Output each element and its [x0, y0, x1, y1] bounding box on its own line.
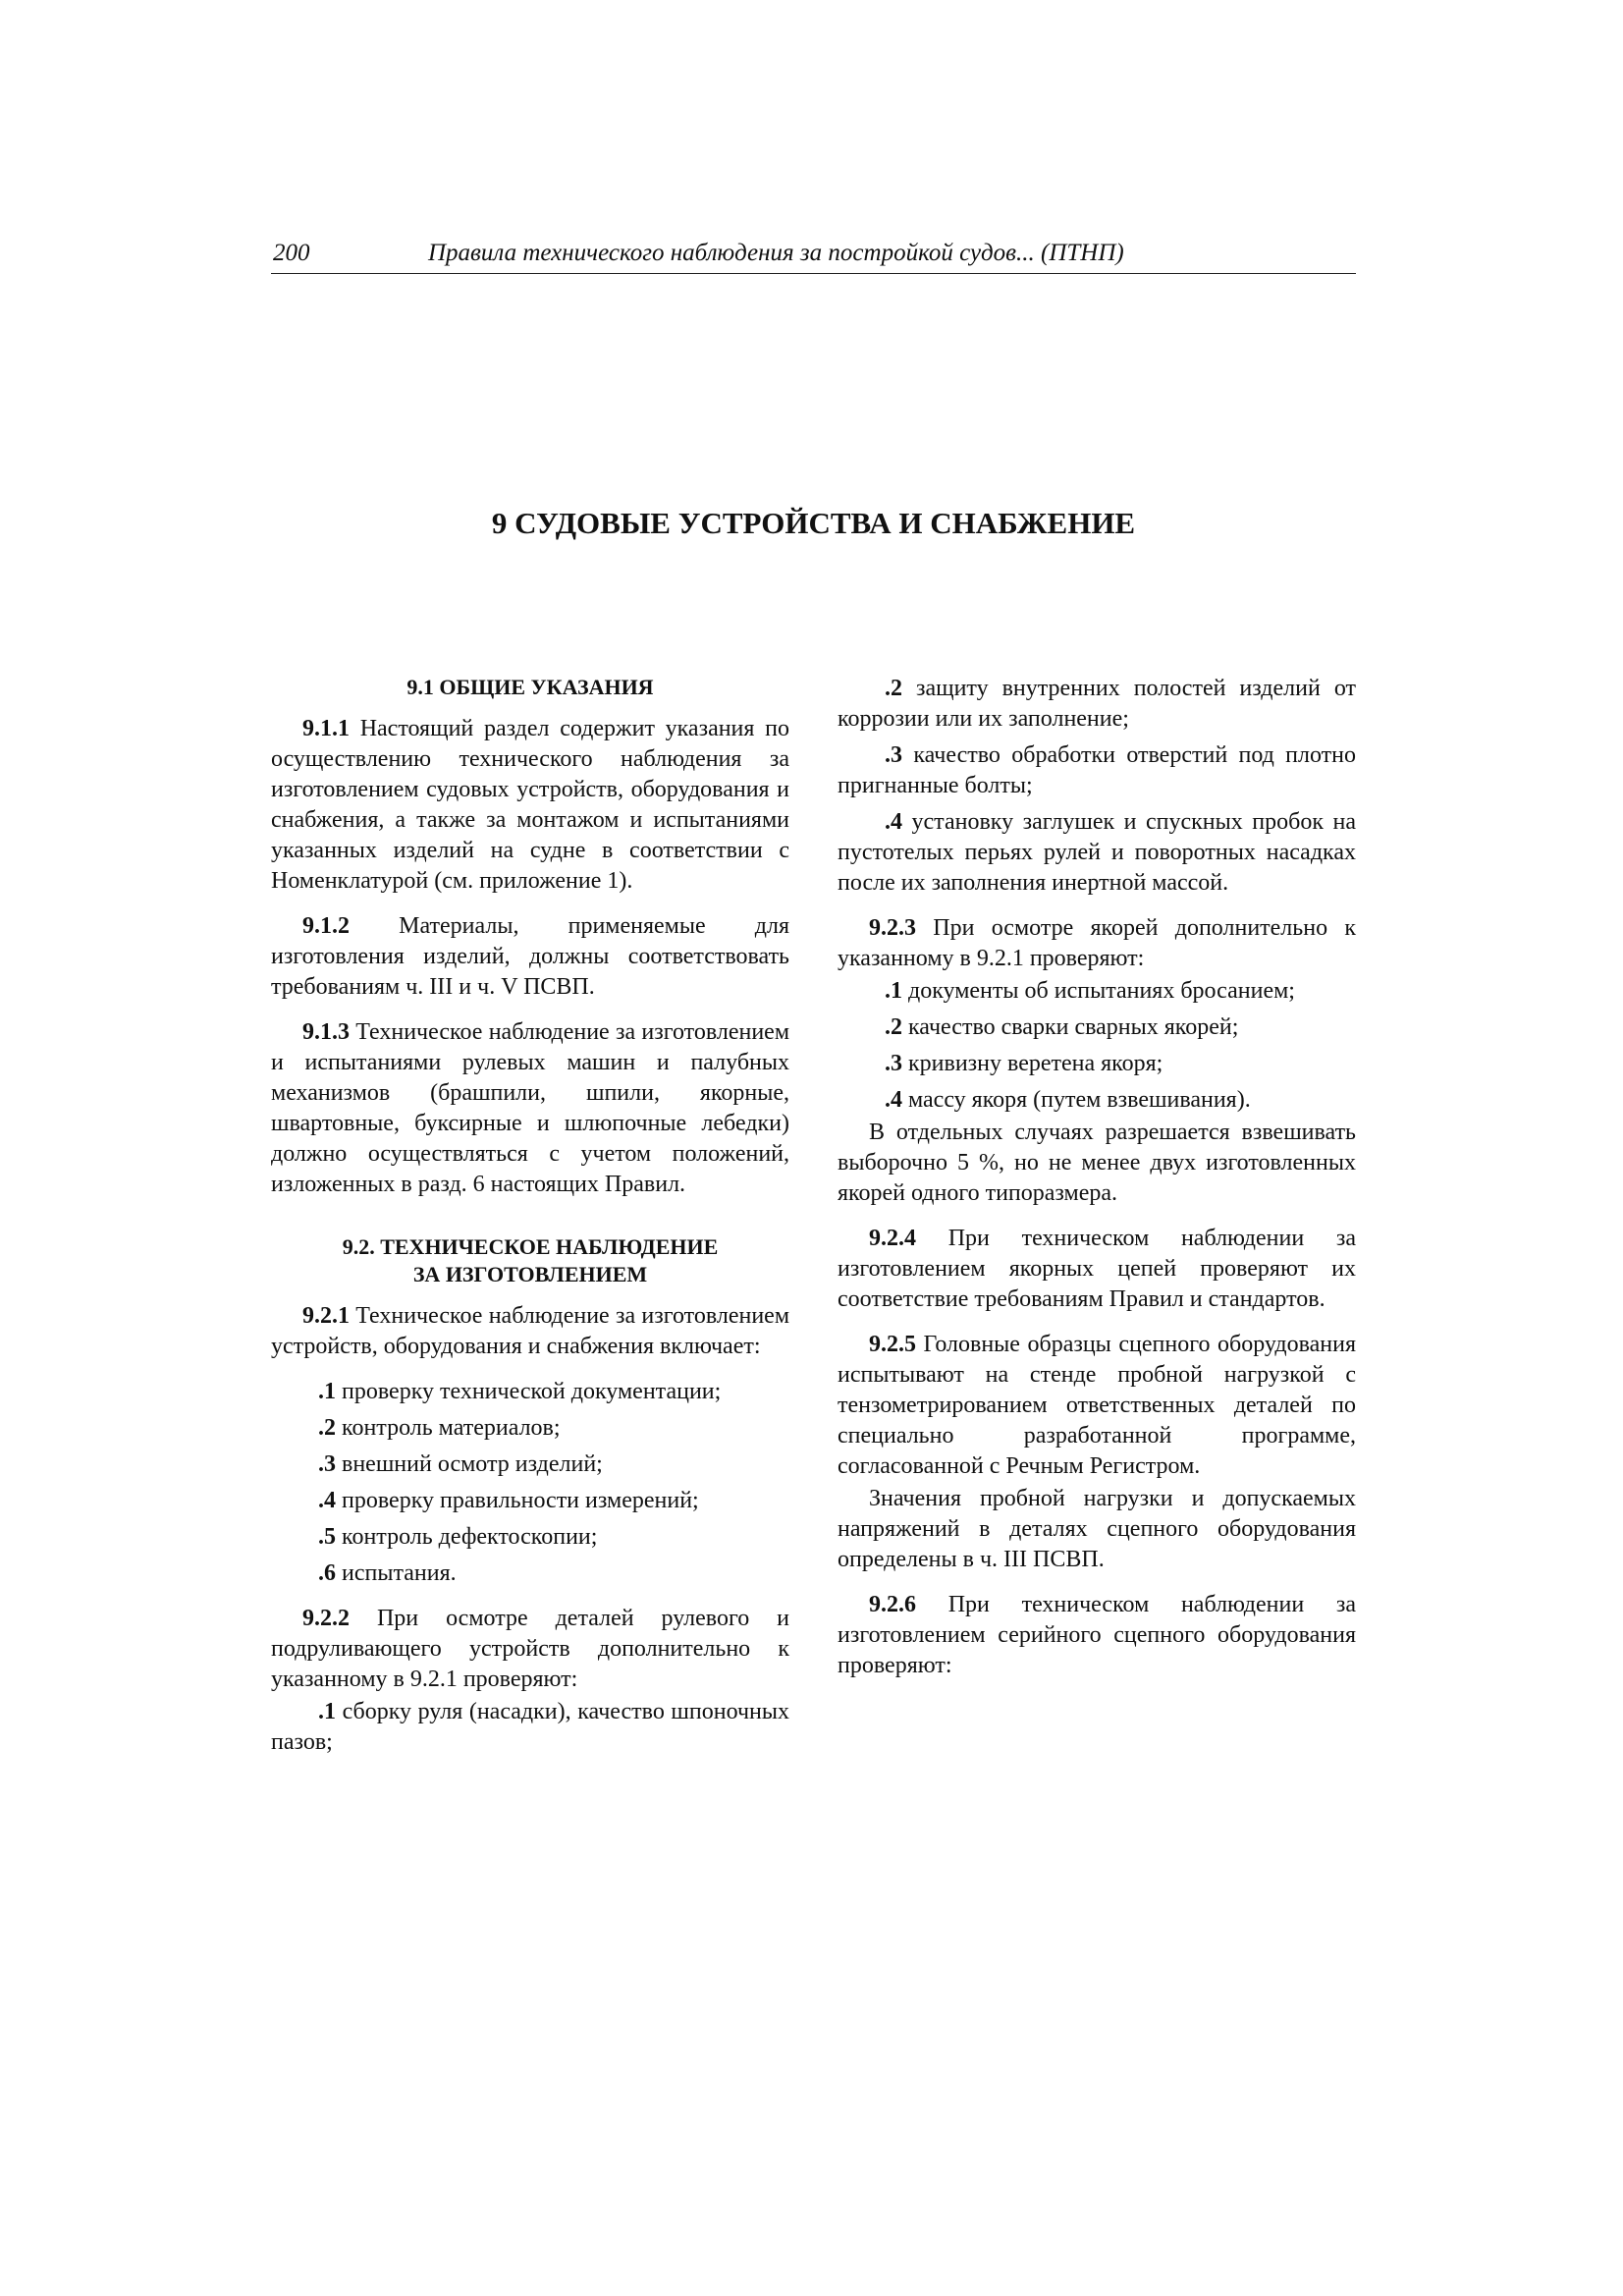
paragraph-9-2-6: [838, 1590, 1356, 1681]
item-text: кривизну веретена якоря;: [902, 1051, 1163, 1076]
paragraph-9-2-3: [838, 913, 1356, 974]
list-item: [271, 1697, 789, 1758]
item-number: .3: [885, 742, 902, 768]
clause-text: При техническом наблюдении за изготовлением якорных цепей проверяют их соответствие требованиям Правил и стандартов.: [838, 1226, 1356, 1312]
clause-number: 9.1.3: [302, 1019, 350, 1045]
item-text: качество обработки отверстий под плотно пригнанные болты;: [838, 742, 1356, 798]
paragraph-note: Значения пробной нагрузки и допускаемых напряжений в деталях сцепного оборудования определены в ч. III ПСВП.: [838, 1486, 1356, 1572]
list-item: [838, 807, 1356, 899]
paragraph-9-2-2: [271, 1604, 789, 1695]
clause-number: 9.2.6: [869, 1592, 916, 1617]
clause-text: При осмотре якорей дополнительно к указанному в 9.2.1 проверяют:: [838, 915, 1356, 971]
clause-number: 9.2.1: [302, 1303, 350, 1329]
list-item: [271, 1449, 789, 1480]
item-number: .1: [318, 1379, 336, 1404]
list-item: [271, 1522, 789, 1553]
item-number: .5: [318, 1524, 336, 1550]
page-header: [271, 240, 1356, 274]
item-text: контроль материалов;: [336, 1415, 561, 1441]
section-title-line: ЗА ИЗГОТОВЛЕНИЕМ: [412, 1262, 648, 1286]
paragraph-note: В отдельных случаях разрешается взвешивать выборочно 5 %, но не менее двух изготовленных якорей одного типоразмера.: [838, 1120, 1356, 1206]
clause-text: Головные образцы сцепного оборудования испытывают на стенде пробной нагрузкой с тензометрированием ответственных деталей по специально разработанной программе, согласованной с Речным Регистром.: [838, 1332, 1356, 1479]
clause-text: Техническое наблюдение за изготовлением и испытаниями рулевых машин и палубных механизмов (брашпили, шпили, якорные, швартовные, буксирные и шлюпочные лебедки) должно осуществляться с учетом положений, изложенных в разд. 6 настоящих Правил.: [271, 1019, 789, 1197]
list-item: [838, 674, 1356, 735]
list-item: [271, 1558, 789, 1589]
item-number: .3: [318, 1451, 336, 1477]
left-column: [271, 674, 789, 1764]
item-number: .2: [885, 676, 902, 701]
item-text: испытания.: [336, 1560, 457, 1586]
item-text: установку заглушек и спускных пробок на пустотелых перьях рулей и поворотных насадках после их заполнения инертной массой.: [838, 809, 1356, 896]
item-text: защиту внутренних полостей изделий от коррозии или их заполнение;: [838, 676, 1356, 732]
clause-number: 9.2.4: [869, 1226, 916, 1251]
page-number: 200: [273, 240, 310, 266]
item-text: проверку технической документации;: [336, 1379, 722, 1404]
list-item: [838, 1049, 1356, 1079]
paragraph-9-2-1: [271, 1301, 789, 1362]
clause-number: 9.1.1: [302, 716, 350, 741]
section-9-2-title: [271, 1233, 789, 1288]
section-9-1-title: 9.1 ОБЩИЕ УКАЗАНИЯ: [406, 675, 654, 699]
item-number: .4: [885, 1087, 902, 1113]
list-item: [838, 1012, 1356, 1043]
list-item: [838, 740, 1356, 801]
paragraph-9-1-1: [271, 714, 789, 897]
chapter-title: 9 СУДОВЫЕ УСТРОЙСТВА И СНАБЖЕНИЕ: [491, 506, 1136, 540]
item-text: качество сварки сварных якорей;: [902, 1014, 1239, 1040]
section-title-line: 9.2. ТЕХНИЧЕСКОЕ НАБЛЮДЕНИЕ: [342, 1234, 719, 1259]
running-title: Правила технического наблюдения за постройкой судов... (ПТНП): [428, 240, 1124, 266]
clause-text: Техническое наблюдение за изготовлением устройств, оборудования и снабжения включает:: [271, 1303, 789, 1359]
list-item: [838, 976, 1356, 1007]
clause-text: При осмотре деталей рулевого и подруливающего устройств дополнительно к указанному в 9.2.1 проверяют:: [271, 1606, 789, 1692]
paragraph-9-2-5: [838, 1330, 1356, 1482]
clause-number: 9.1.2: [302, 913, 350, 939]
item-text: документы об испытаниях бросанием;: [902, 978, 1295, 1004]
item-number: .4: [318, 1488, 336, 1513]
paragraph-9-1-3: [271, 1017, 789, 1200]
item-number: .3: [885, 1051, 902, 1076]
item-text: внешний осмотр изделий;: [336, 1451, 603, 1477]
clause-number: 9.2.5: [869, 1332, 916, 1357]
item-number: .6: [318, 1560, 336, 1586]
paragraph-9-1-2: [271, 911, 789, 1003]
clause-number: 9.2.2: [302, 1606, 350, 1631]
item-number: .2: [885, 1014, 902, 1040]
list-item: [271, 1486, 789, 1516]
list-item: [271, 1377, 789, 1407]
list-item: [271, 1413, 789, 1444]
list-item: [838, 1085, 1356, 1116]
item-text: проверку правильности измерений;: [336, 1488, 699, 1513]
clause-text: При техническом наблюдении за изготовлением серийного сцепного оборудования проверяют:: [838, 1592, 1356, 1678]
item-number: .1: [885, 978, 902, 1004]
clause-text: Материалы, применяемые для изготовления изделий, должны соответствовать требованиям ч. III и ч. V ПСВП.: [271, 913, 789, 1000]
paragraph-9-2-4: [838, 1224, 1356, 1315]
item-number: .4: [885, 809, 902, 835]
item-text: массу якоря (путем взвешивания).: [902, 1087, 1251, 1113]
clause-text: Настоящий раздел содержит указания по осуществлению технического наблюдения за изготовлением судовых устройств, оборудования и снабжения, а также за монтажом и испытаниями указанных изделий на судне в соответствии с Номенклатурой (см. приложение 1).: [271, 716, 789, 894]
item-text: контроль дефектоскопии;: [336, 1524, 598, 1550]
item-number: .1: [318, 1699, 336, 1724]
right-column: [838, 674, 1356, 1696]
clause-number: 9.2.3: [869, 915, 916, 941]
item-number: .2: [318, 1415, 336, 1441]
item-text: сборку руля (насадки), качество шпоночных пазов;: [271, 1699, 789, 1755]
